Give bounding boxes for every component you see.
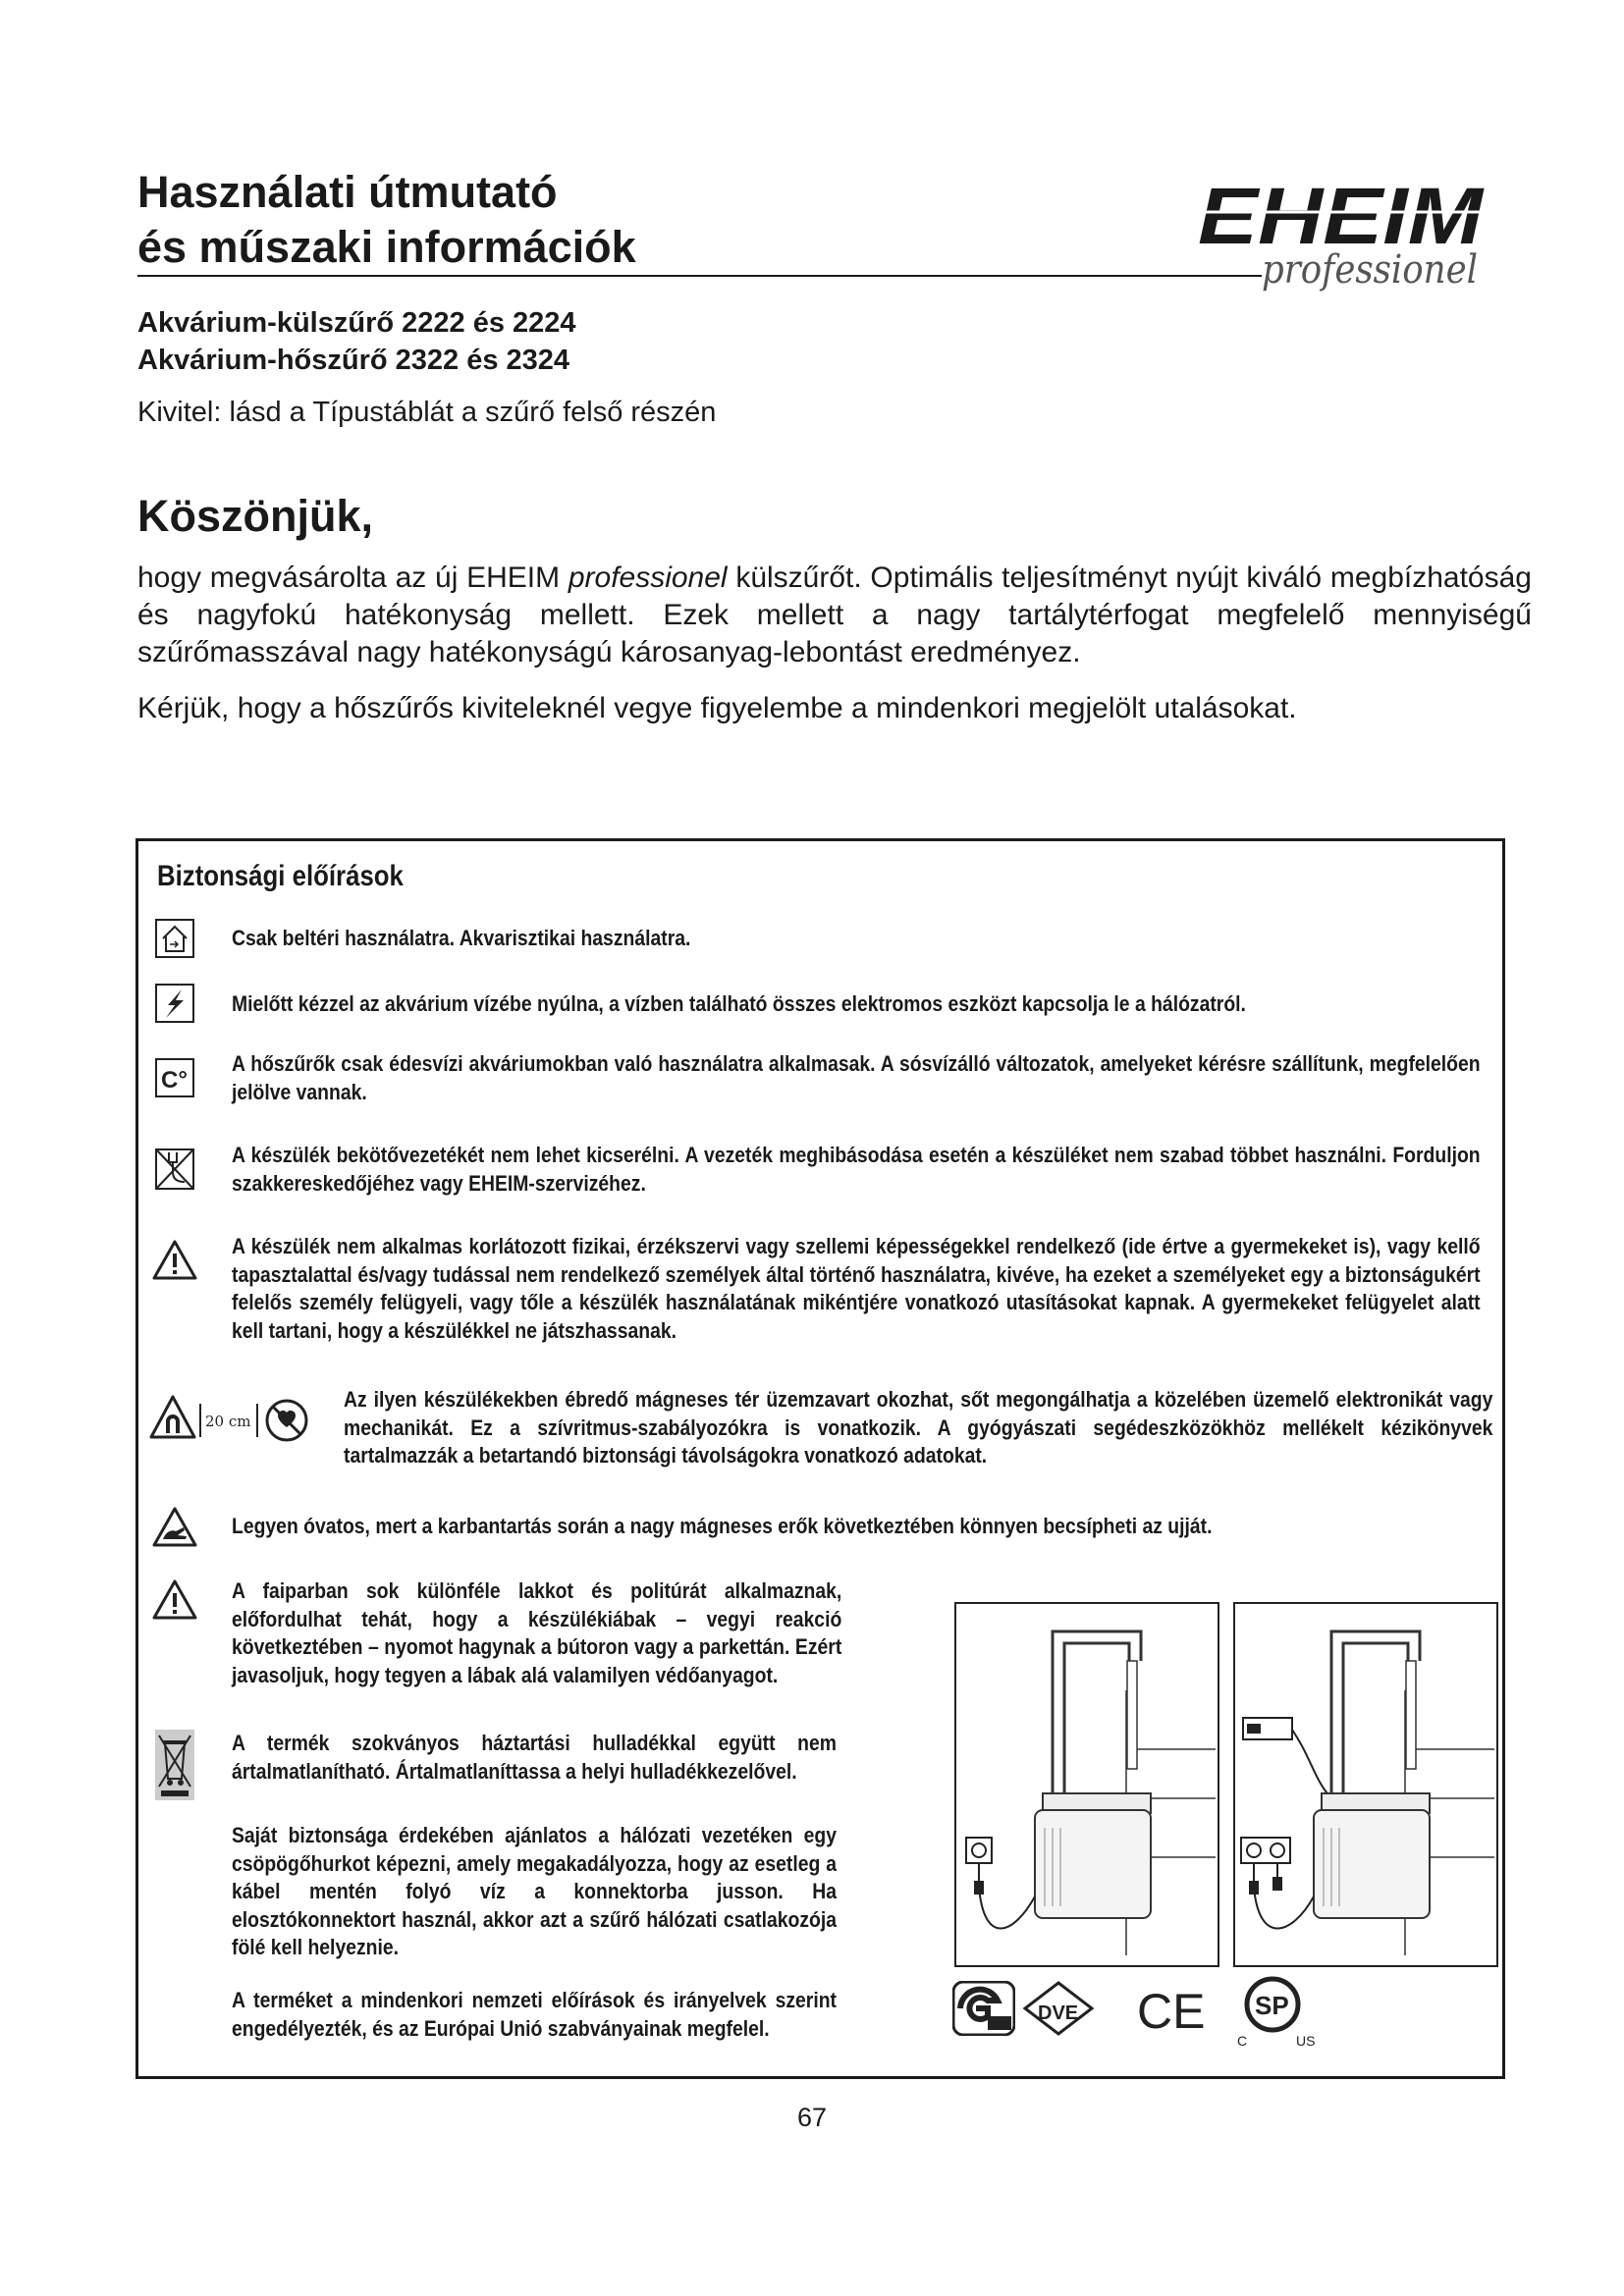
title-divider <box>137 275 1262 277</box>
page-number: 67 <box>796 2103 828 2132</box>
intro-text-a: hogy megvásárolta az új EHEIM <box>137 561 568 594</box>
safety-item-8: A faiparban sok különféle lakkot és politúrát alkalmaznak, előfordulhat tehát, hogy a készülékiábak – vegyi reakció következtében – nyomot hagynak a bútoron vagy a parkettán. Ezért javasoljuk, hogy tegyen a lábak alá valamilyen védőanyagot. <box>232 1578 842 1687</box>
distance-label: 20 cm <box>205 1413 251 1430</box>
eheim-logo <box>1168 167 1502 294</box>
title-line-2: és műszaki információk <box>137 222 636 272</box>
product-names <box>137 304 576 379</box>
safety-item-7: Legyen óvatos, mert a karbantartás során a nagy mágneses erők következtében könnyen becsípheti az ujját. <box>232 1514 1213 1538</box>
ce-mark-icon <box>1137 1985 1208 2034</box>
lightning-icon <box>155 984 194 1023</box>
title-line-1: Használati útmutató <box>137 167 558 217</box>
gs-mark-icon <box>952 1981 1015 2036</box>
hint-paragraph: Kérjük, hogy a hőszűrős kiviteleknél vegye figyelembe a mindenkori megjelölt utalásokat. <box>137 692 1297 724</box>
safety-item-2: Mielőtt kézzel az akvárium vízébe nyúlna, a vízben található összes elektromos eszközt kapcsolja le a hálózatról. <box>232 991 1246 1016</box>
safety-title: Biztonsági előírások <box>157 860 404 892</box>
thanks-heading: Köszönjük, <box>137 491 374 541</box>
safety-item-3: A hőszűrők csak édesvízi akváriumokban való használatra alkalmasak. A sósvízálló változatok, amelyeket kérésre szállítunk, megfelelően jelölve vannak. <box>232 1051 1481 1104</box>
svg-text:C°: C° <box>161 1067 188 1094</box>
product-line-2: Akvárium-hőszűrő 2322 és 2324 <box>137 345 570 376</box>
variant-note: Kivitel: lásd a Típustáblát a szűrő felső részén <box>137 397 717 428</box>
svg-text:SP: SP <box>1255 1991 1289 2020</box>
indoor-house-icon <box>155 919 194 958</box>
drip-loop-illustration-single <box>954 1602 1219 1967</box>
product-line-1: Akvárium-külszűrő 2222 és 2224 <box>137 307 576 339</box>
svg-text:CE: CE <box>1137 1985 1206 2034</box>
vde-mark-icon <box>1021 1979 1096 2036</box>
safety-item-9: A termék szokványos háztartási hulladékkal együtt nem ártalmatlanítható. Ártalmatlaníttassa a helyi hulladékkezelővel. <box>232 1731 837 1784</box>
magnet-warning-icon <box>149 1392 324 1443</box>
intro-text-b: külszűrőt. Optimális teljesítményt nyújt kiváló megbízhatóság és nagyfokú hatékonyság mellett. Ezek mellett a nagy tartálytérfogat megfelelő mennyiségű szűrőmasszával nagy hatékonyságú károsanyag-lebontást eredményez. <box>137 561 1532 668</box>
svg-text:C: C <box>1237 2033 1248 2048</box>
warning-icon <box>152 1239 197 1280</box>
intro-paragraph <box>137 560 1532 671</box>
celsius-icon <box>155 1058 194 1097</box>
document-title <box>137 165 1168 275</box>
hand-crush-warning-icon <box>152 1506 197 1547</box>
logo-script: professionel <box>1262 247 1478 293</box>
weee-bin-icon <box>155 1730 194 1800</box>
csa-mark-icon <box>1235 1973 1318 2048</box>
svg-text:DVE: DVE <box>1038 2002 1079 2024</box>
safety-item-6: Az ilyen készülékekben ébredő mágneses tér üzemzavart okozhat, sőt megongálhatja a közelében üzemelő elektronikát vagy mechanikát. Ez a szívritmus-szabályozókra is vonatkozik. A gyógyászati segédeszközökhöz mellékelt kézikönyvek tartalmazzák a betartandó biztonsági távolságokra vonatkozó adatokat. <box>344 1387 1493 1468</box>
svg-text:US: US <box>1296 2033 1316 2048</box>
safety-item-1: Csak beltéri használatra. Akvarisztikai használatra. <box>232 926 691 950</box>
safety-item-5: A készülék nem alkalmas korlátozott fizikai, érzékszervi vagy szellemi képességekkel rendelkező (ide értve a gyermekeket is), vagy kellő tapasztalattal és/vagy tudással nem rendelkező személyek által történő használatra, kivéve, ha ezeket a személyeket egy a biztonságukért felelős személy felügyeli, vagy tőle a készülék használatának mikéntjére vonatkozó utasításokat kapnak. A gyermekeket felügyelet alatt kell tartani, hogy a készülékkel ne játszhassanak. <box>232 1234 1481 1343</box>
intro-brand-italic: professionel <box>568 561 728 594</box>
logo-wordmark: EHEIM <box>1198 172 1485 261</box>
safety-item-10: Saját biztonsága érdekében ajánlatos a hálózati vezetéken egy csöpögőhurkot képezni, amely megakadályozza, hogy az esetleg a kábel mentén folyó víz a konnektorba jusson. Ha elosztókonnektort használ, akkor azt a szűrő hálózati csatlakozója fölé kell helyeznie. <box>232 1823 837 1959</box>
no-cable-replace-icon <box>155 1148 194 1190</box>
safety-item-11: A terméket a mindenkori nemzeti előírások és irányelvek szerint engedélyezték, és az Európai Unió szabványainak megfelel. <box>232 1988 837 2041</box>
drip-loop-illustration-multi <box>1233 1602 1498 1967</box>
warning-icon <box>152 1578 197 1620</box>
safety-item-4: A készülék bekötővezetékét nem lehet kicserélni. A vezeték meghibásodása esetén a készüléket nem szabad többet használni. Forduljon szakkereskedőjéhez vagy EHEIM-szervizéhez. <box>232 1143 1481 1196</box>
